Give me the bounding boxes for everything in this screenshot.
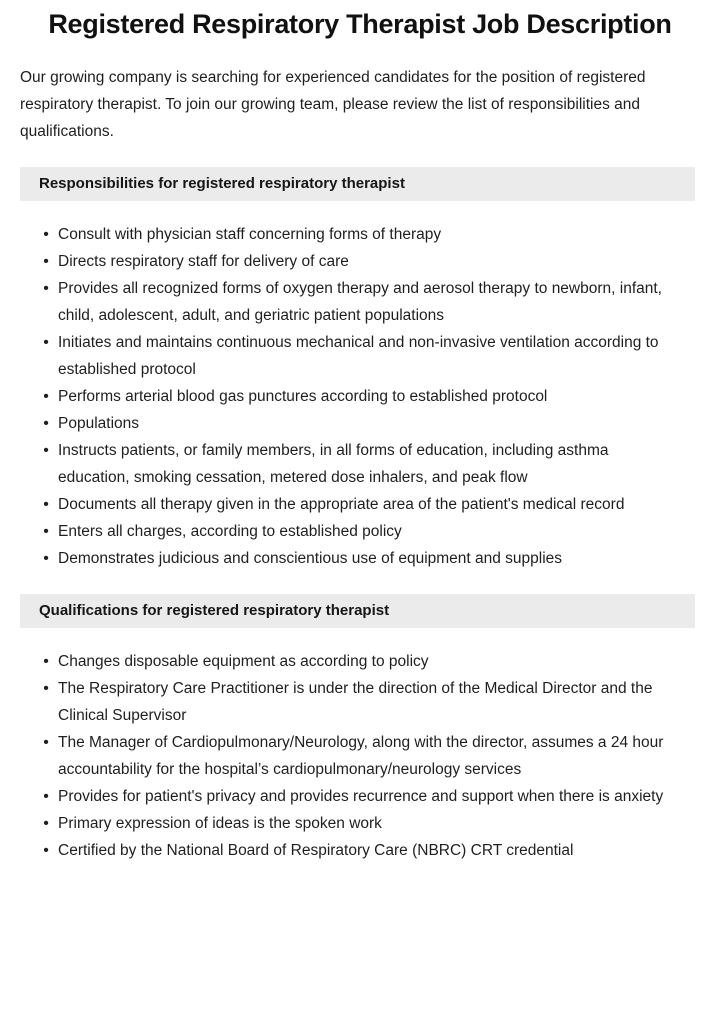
list-item [0, 545, 720, 572]
section-header-responsibilities: Responsibilities for registered respiratory therapist [20, 167, 695, 201]
list-item [0, 837, 720, 864]
bullet-icon: • [43, 388, 49, 405]
page-title: Registered Respiratory Therapist Job Description [48, 9, 672, 39]
bullet-icon: • [43, 550, 49, 567]
list-item [0, 383, 720, 410]
bullet-icon: • [43, 442, 49, 459]
list-item-text: Directs respiratory staff for delivery of care [58, 253, 349, 270]
list-item [0, 437, 720, 491]
list-item-text: Performs arterial blood gas punctures according to established protocol [58, 388, 548, 405]
section-qualifications [0, 594, 720, 864]
list-item-text: The Manager of Cardiopulmonary/Neurology, along with the director, assumes a 24 hour accountability for the hospital’s cardiopulmonary/neurology services [58, 734, 664, 778]
list-item-text: Initiates and maintains continuous mechanical and non-invasive ventilation according to established protocol [58, 334, 659, 378]
list-item [0, 518, 720, 545]
bullet-icon: • [43, 334, 49, 351]
list-item [0, 221, 720, 248]
list-item-text: Provides all recognized forms of oxygen therapy and aerosol therapy to newborn, infant, child, adolescent, adult, and geriatric patient populations [58, 280, 662, 324]
list-item-text: Changes disposable equipment as according to policy [58, 653, 429, 670]
list-item [0, 648, 720, 675]
list-item [0, 275, 720, 329]
list-item-text: Consult with physician staff concerning forms of therapy [58, 226, 442, 243]
section-header-qualifications: Qualifications for registered respiratory therapist [20, 594, 695, 628]
list-item-text: Primary expression of ideas is the spoken work [58, 815, 382, 832]
list-item [0, 248, 720, 275]
list-item-text: Provides for patient's privacy and provides recurrence and support when there is anxiety [58, 788, 664, 805]
bullet-icon: • [43, 496, 49, 513]
bullet-icon: • [43, 226, 49, 243]
bullet-icon: • [43, 815, 49, 832]
list-item [0, 810, 720, 837]
list-item-text: Documents all therapy given in the appropriate area of the patient's medical record [58, 496, 625, 513]
bullet-icon: • [43, 523, 49, 540]
intro-paragraph: Our growing company is searching for experienced candidates for the position of registered respiratory therapist. To join our growing team, please review the list of responsibilities and qualifications. [20, 69, 646, 140]
list-item [0, 675, 720, 729]
bullet-icon: • [43, 653, 49, 670]
bullet-icon: • [43, 415, 49, 432]
list-item [0, 729, 720, 783]
list-item-text: The Respiratory Care Practitioner is under the direction of the Medical Director and the Clinical Supervisor [58, 680, 653, 724]
responsibilities-list [0, 201, 720, 572]
bullet-icon: • [43, 280, 49, 297]
section-responsibilities [0, 167, 720, 572]
bullet-icon: • [43, 842, 49, 859]
list-item [0, 491, 720, 518]
list-item [0, 783, 720, 810]
list-item-text: Populations [58, 415, 140, 432]
list-item-text: Certified by the National Board of Respiratory Care (NBRC) CRT credential [58, 842, 574, 859]
list-item-text: Demonstrates judicious and conscientious use of equipment and supplies [58, 550, 563, 567]
bullet-icon: • [43, 253, 49, 270]
list-item [0, 329, 720, 383]
bullet-icon: • [43, 680, 49, 697]
list-item-text: Instructs patients, or family members, in all forms of education, including asthma education, smoking cessation, metered dose inhalers, and peak flow [58, 442, 609, 486]
qualifications-list [0, 628, 720, 864]
bullet-icon: • [43, 788, 49, 805]
bullet-icon: • [43, 734, 49, 751]
list-item-text: Enters all charges, according to established policy [58, 523, 402, 540]
list-item [0, 410, 720, 437]
